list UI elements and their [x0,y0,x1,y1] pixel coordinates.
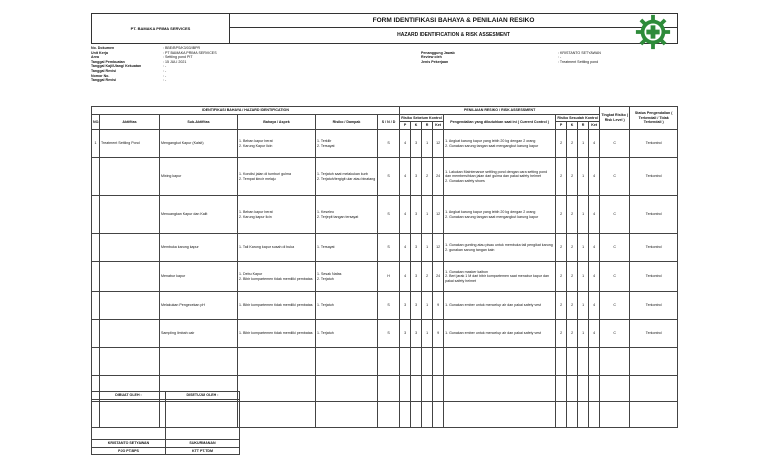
col-resiko: Risiko / Dampak [316,114,378,129]
r-value: 2 [422,158,433,196]
risk: 1. Terjatuh saat melakukan kurb 2. Terjatuh/tergigit ular atau binatang [316,158,378,196]
empty-cell [238,348,316,376]
risk-level: C [600,292,630,320]
empty-cell [378,402,400,428]
ket-value: 12 [433,196,444,234]
r-value: 1 [422,320,433,348]
empty-cell [411,376,422,402]
hazard: 1. Debu Kapur 2. Bibir kompartemen tidak memiliki pembatas [238,262,316,292]
empty-cell [92,348,100,376]
risk: 1. Terjatuh [316,292,378,320]
empty-cell [556,348,567,376]
col-sub-aktifitas: Sub-Aktifitas [160,114,238,129]
r-after-value: 1 [578,320,589,348]
k-value: 3 [411,234,422,262]
info-value: : - [163,73,167,78]
ket-after-value: 4 [589,130,600,158]
col-bahaya: Bahaya / Aspek [238,114,316,129]
p-after-value: 2 [556,320,567,348]
table-row [92,262,678,292]
empty-cell [400,348,411,376]
k-value: 3 [411,158,422,196]
table-row [92,130,678,158]
k-after-value: 2 [567,292,578,320]
row-number [92,320,100,348]
risk: 1. Terkilir 2. Tersayat [316,130,378,158]
snd-value: S [378,320,400,348]
empty-cell [160,348,238,376]
empty-cell [589,402,600,428]
status-header: Status Pengendalian ( Terkendali / Tidak Terkendali ) [630,107,678,130]
empty-cell [444,402,556,428]
p-value: 3 [400,292,411,320]
empty-cell [411,402,422,428]
k-value: 3 [411,320,422,348]
ket-after-value: 4 [589,158,600,196]
empty-table-row [92,348,678,376]
activity [100,196,160,234]
r-value: 2 [422,262,433,292]
snd-value: H [378,262,400,292]
k-value: 3 [411,292,422,320]
made-by-name: KRISTANTO SETYAWAN [92,440,166,448]
k-after-value: 2 [567,130,578,158]
hazard: 1. Tali Karung kapur susah di buka [238,234,316,262]
ket-value: 9 [433,320,444,348]
control-measures: 1. Gunakan masker kaibon 2. Beri jarak 1 M dari bibir kompartemen saat menabur kapur dan pakai safety helmet [444,262,556,292]
p-value: 4 [400,130,411,158]
ket-after-value: 4 [589,292,600,320]
col-p-after: P [556,122,567,130]
empty-cell [630,348,678,376]
control-status: Terkontrol [630,320,678,348]
activity [100,234,160,262]
empty-cell [444,376,556,402]
approved-by-label: DISETUJUI OLEH : [166,392,240,400]
empty-cell [316,402,378,428]
control-status: Terkontrol [630,234,678,262]
empty-cell [316,376,378,402]
row-number [92,234,100,262]
ket-after-value: 4 [589,320,600,348]
r-value: 1 [422,234,433,262]
col-r: R [422,122,433,130]
table-row [92,292,678,320]
document-frame [91,13,678,454]
info-value: : - [558,55,562,60]
snd-value: S [378,292,400,320]
empty-cell [400,376,411,402]
control-status: Terkontrol [630,196,678,234]
col-aktifitas: Aktifitas [100,114,160,129]
empty-cell [411,348,422,376]
r-after-value: 1 [578,196,589,234]
empty-cell [567,348,578,376]
info-label: Area [91,55,99,60]
info-label: Tanggal Pembuatan [91,59,125,64]
r-after-value: 1 [578,158,589,196]
ket-after-value: 4 [589,196,600,234]
p-after-value: 2 [556,158,567,196]
info-label: Nomor No. [91,73,110,78]
p-value: 3 [400,320,411,348]
sub-activity: Membuka karung kapur [160,234,238,262]
control-status: Terkontrol [630,292,678,320]
table-row [92,320,678,348]
ket-value: 12 [433,130,444,158]
info-left-values [163,46,283,83]
k-after-value: 2 [567,320,578,348]
control-measures: 1. Gunakan ember untuk mencelup air dan pakai safety vest [444,320,556,348]
row-number [92,262,100,292]
document-header [91,13,678,44]
empty-cell [556,402,567,428]
made-by-signature-area [92,400,166,440]
empty-cell [444,348,556,376]
col-no: NO. [92,114,100,129]
info-left-labels [91,46,163,83]
risk-level: C [600,196,630,234]
control-measures: 1. Gunakan gunting atau pisau untuk membuka tali pengikat karung 2. gunakan sarung tangan kain [444,234,556,262]
risk-level: C [600,262,630,292]
empty-cell [589,348,600,376]
hazard: 1. Beban kapur berat 2. Karung Kapur licin [238,130,316,158]
control-measures: 1. Angkat karung kapur yang lebih 20 kg dengan 2 orang 2. Gunakan sarung tangan saat mengangkut karung kapur [444,130,556,158]
approved-by-role: KTT PT.TDM [166,447,240,455]
hazard: 1. Beban kapur berat 2. Karung kapur licin [238,196,316,234]
p-value: 4 [400,196,411,234]
empty-cell [400,402,411,428]
empty-cell [556,376,567,402]
row-number [92,158,100,196]
info-value: : PT BAMAKA PRIMA SERVICES [163,50,217,55]
snd-value: S [378,158,400,196]
empty-cell [578,348,589,376]
snd-value: S [378,234,400,262]
empty-cell [378,348,400,376]
sub-activity: Mixing kapur [160,158,238,196]
risk: 1. Keseleo 2. Terjepit tangan tersayat [316,196,378,234]
empty-cell [378,376,400,402]
control-status: Terkontrol [630,130,678,158]
r-value: 1 [422,292,433,320]
ket-value: 12 [433,234,444,262]
ket-after-value: 4 [589,234,600,262]
r-after-value: 1 [578,234,589,262]
info-label: Unit Kerja [91,50,108,55]
level-header: Tingkat Risiko ( Risk Level ) [600,107,630,130]
made-by-role: PJO PT.BPS [92,447,166,455]
col-ket: Ket [433,122,444,130]
k-value: 3 [411,196,422,234]
empty-cell [433,376,444,402]
col-r-after: R [578,122,589,130]
risk-before-header: Risiko Sebelum Kontrol [400,114,444,122]
col-snd: S / N / D [378,114,400,129]
risk: 1. Terjatuh [316,320,378,348]
activity [100,320,160,348]
k-value: 3 [411,262,422,292]
company-logo-icon [634,13,672,51]
k-after-value: 2 [567,262,578,292]
empty-cell [600,402,630,428]
k-after-value: 2 [567,234,578,262]
risk: 1. Tersayat [316,234,378,262]
empty-cell [316,348,378,376]
activity [100,292,160,320]
p-after-value: 2 [556,130,567,158]
sub-activity: Menuangkan Kapur dan Kalit [160,196,238,234]
info-right-labels [421,46,511,64]
k-after-value: 2 [567,158,578,196]
r-after-value: 1 [578,262,589,292]
risk-group-header: PENILAIAN RESIKO / RISK ASSESSMENT [400,107,600,115]
r-value: 1 [422,196,433,234]
form-title: FORM IDENTIFIKASI BAHAYA & PENILAIAN RESIKO [230,14,677,28]
info-label: Tanggal Kaji/Ulang/ Kekuatan [91,64,142,69]
info-value: : - [163,78,167,83]
empty-cell [578,376,589,402]
ket-value: 9 [433,292,444,320]
made-by-label: DIBUAT OLEH : [92,392,166,400]
empty-cell [422,348,433,376]
empty-cell [589,376,600,402]
info-label: Review oleh [421,55,442,60]
empty-cell [238,402,316,428]
empty-cell [433,402,444,428]
hazard: 1. Bibir kompartemen tidak memiliki pembatas [238,320,316,348]
row-number [92,196,100,234]
sub-activity: Melakukan Pengecekan pH [160,292,238,320]
p-after-value: 2 [556,262,567,292]
empty-cell [600,348,630,376]
info-value: : - [163,64,167,69]
info-value: : 15 JULI 2021 [163,59,187,64]
info-value: : KRISTANTO SETYAWAN [558,50,601,55]
table-row [92,196,678,234]
sub-activity: Mengangkut Kapur (Kalsit) [160,130,238,158]
control-status: Terkontrol [630,158,678,196]
ket-value: 24 [433,262,444,292]
hazard: 1. Kondisi jalan di tumburi gulma 2. Tempat kincir melaju [238,158,316,196]
control-measures: 1. Angkat karung kapur yang lebih 20 kg dengan 2 orang 2. Gunakan sarung tangan saat mengangkut karung kapur [444,196,556,234]
company-name: PT. BAMAKA PRIMA SERVICES [92,14,230,43]
info-value: : BBE/BPS/K3/03/IBPR [163,46,201,50]
empty-cell [433,348,444,376]
col-k: K [411,122,422,130]
p-after-value: 2 [556,292,567,320]
table-row [92,158,678,196]
r-after-value: 1 [578,292,589,320]
col-ket-after: Ket [589,122,600,130]
activity [100,158,160,196]
control-measures: 1. Gunakan ember untuk mencelup air dan pakai safety vest [444,292,556,320]
p-after-value: 2 [556,196,567,234]
col-p: P [400,122,411,130]
empty-cell [578,402,589,428]
hazard: 1. Bibir kompartemen tidak memiliki pembatas [238,292,316,320]
info-value: : Settling pond PIT [163,55,193,60]
info-label: No. Dokumen [91,46,115,50]
risk-level: C [600,130,630,158]
control-header: Pengendalian yang dibutuhkan saat ini ( Current Control ) [444,114,556,129]
approved-by-name: SUKURMANAN [166,440,240,448]
p-after-value: 2 [556,234,567,262]
table-row [92,234,678,262]
r-value: 1 [422,130,433,158]
snd-value: S [378,130,400,158]
row-number: 1 [92,130,100,158]
risk: 1. Sesak Nafas 2. Terjatuh [316,262,378,292]
control-status: Terkontrol [630,262,678,292]
risk-level: C [600,320,630,348]
empty-cell [567,376,578,402]
form-subtitle: HAZARD IDENTIFICATION & RISK ASSESMENT [397,32,510,38]
ket-value: 24 [433,158,444,196]
snd-value: S [378,196,400,234]
signature-table [91,391,240,455]
empty-cell [422,402,433,428]
sub-activity: Sampling limbah cair [160,320,238,348]
info-label: Tanggal Revisi [91,68,117,73]
document-info [91,46,678,98]
sub-activity: Menabur kapur [160,262,238,292]
info-label: Jenis Pekerjaan [421,59,449,64]
info-value: : Treatment Settling pond [558,59,599,64]
k-after-value: 2 [567,196,578,234]
empty-cell [630,402,678,428]
risk-level: C [600,158,630,196]
ket-after-value: 4 [589,262,600,292]
empty-cell [238,376,316,402]
empty-cell [100,348,160,376]
info-label: Penanggung Jawab [421,50,455,55]
empty-cell [600,376,630,402]
info-value: : - [163,68,167,73]
p-value: 4 [400,158,411,196]
col-k-after: K [567,122,578,130]
approved-by-signature-area [166,400,240,440]
empty-cell [630,376,678,402]
row-number [92,292,100,320]
p-value: 4 [400,234,411,262]
risk-level: C [600,234,630,262]
info-label: Tanggal Revisi [91,78,117,83]
p-value: 4 [400,262,411,292]
empty-cell [567,402,578,428]
ident-group-header: IDENTIFIKASI BAHAYA / HAZARD IDENTIFICATION [92,107,400,115]
risk-table [91,106,678,428]
k-value: 3 [411,130,422,158]
control-measures: 1. Lakukan Maintenance settling pond dengan cara setting pond dan membersihkan jalan dari gulma dan pakai safety helmet 2. Gunakan safety shoes [444,158,556,196]
empty-cell [422,376,433,402]
activity: Treatment Settling Pond [100,130,160,158]
r-after-value: 1 [578,130,589,158]
activity [100,262,160,292]
risk-after-header: Risiko Sesudah Kontrol [556,114,600,122]
